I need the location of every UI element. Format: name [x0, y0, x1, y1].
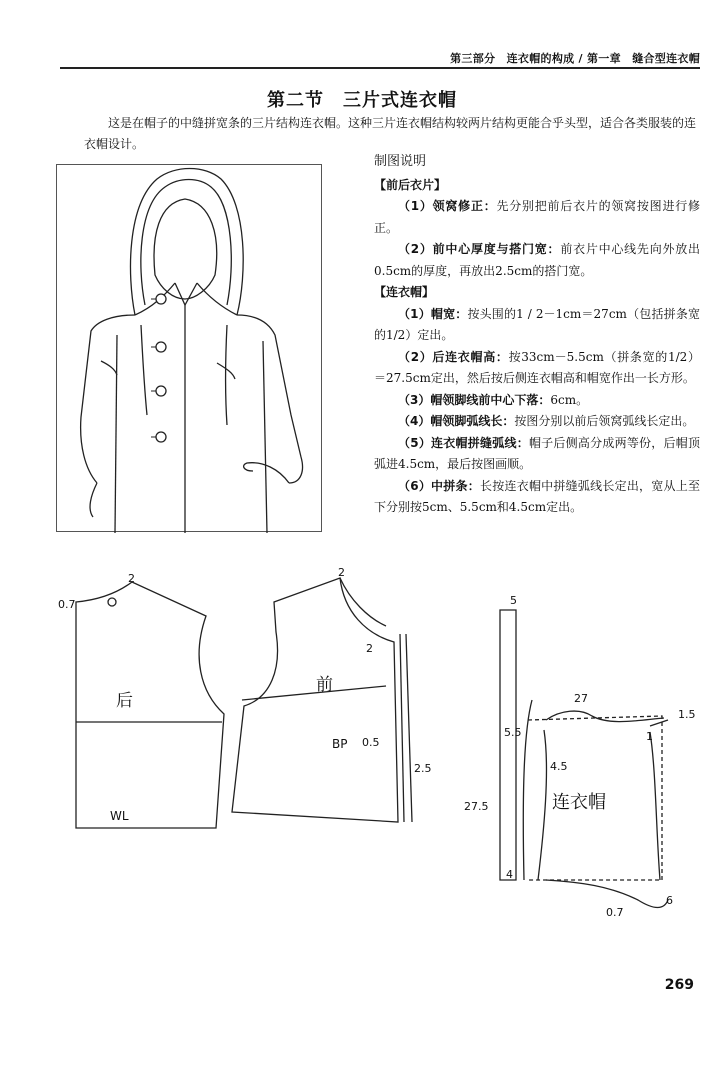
- dim-label: 2: [338, 566, 345, 579]
- dim-label: 5.5: [504, 726, 522, 739]
- dim-label: 1.5: [678, 708, 696, 721]
- dim-label: 0.7: [606, 906, 624, 919]
- dim-label: 2: [366, 642, 373, 655]
- pattern-drafts: [40, 560, 710, 940]
- left-sleeve: [81, 315, 135, 483]
- front-extension-2: [406, 634, 412, 822]
- drafting-notes: [374, 151, 700, 519]
- page-number: 269: [664, 977, 694, 993]
- note-item: （6）中拼条：长按连衣帽中拼缝弧线长定出，宽从上至下分别按5cm、5.5cm和4.5cm定出。: [374, 478, 700, 514]
- hood-outline: [130, 169, 243, 316]
- back-label: 后: [116, 691, 133, 711]
- pattern-draft-drawing: [40, 560, 710, 940]
- dim-label: 2: [128, 572, 135, 585]
- section-title: 第二节 三片式连衣帽: [267, 90, 457, 111]
- back-neck-mark: [108, 598, 116, 606]
- note-item: （5）连衣帽拼缝弧线：帽子后侧高分成两等份，后帽顶弧进4.5cm，最后按图画顺。: [374, 435, 700, 471]
- note-item: （4）帽领脚弧线长：按图分别以前后领窝弧线长定出。: [398, 414, 695, 428]
- dim-label: 27: [574, 692, 588, 705]
- back-bodice: [76, 582, 224, 828]
- note-item: （2）前中心厚度与搭门宽：前衣片中心线先向外放出0.5cm的厚度，再放出2.5cm的搭门宽。: [374, 242, 700, 278]
- hood-center-strip: [500, 610, 516, 880]
- front-bodice: [232, 578, 398, 822]
- right-sleeve: [237, 315, 303, 483]
- dim-label: 2.5: [414, 762, 432, 775]
- hooded-coat-drawing: [57, 165, 323, 533]
- button-1: [156, 294, 166, 304]
- button-3: [156, 386, 166, 396]
- section-label-hood: 【连衣帽】: [374, 285, 435, 299]
- note-item: （1）帽宽：按头围的1 / 2－1cm＝27cm（包括拼条宽的1/2）定出。: [374, 306, 700, 342]
- notes-heading: 制图说明: [374, 154, 427, 169]
- front-label: 前: [316, 675, 333, 695]
- button-4: [156, 432, 166, 442]
- dim-label: 6: [666, 894, 673, 907]
- note-item: （3）帽领脚线前中心下落：6cm。: [398, 392, 589, 407]
- note-item: （1）领窝修正：先分别把前后衣片的领窝按图进行修正。: [374, 199, 700, 235]
- bp-label: BP: [332, 737, 348, 751]
- intro-paragraph: 这是在帽子的中缝拼宽条的三片结构连衣帽。这种三片连衣帽结构较两片结构更能合乎头型，适合各类服装的连衣帽设计。: [84, 116, 697, 151]
- dim-label: 1: [646, 730, 653, 743]
- dim-label: 5: [510, 594, 517, 607]
- hood-label: 连衣帽: [552, 792, 606, 813]
- dim-label: 27.5: [464, 800, 489, 813]
- hood-back-edge: [650, 732, 660, 880]
- front-extension-1: [400, 634, 404, 822]
- hood-center-seam: [523, 700, 532, 880]
- hood-neck-curve: [546, 880, 668, 908]
- running-header: 第三部分 连衣帽的构成 / 第一章 缝合型连衣帽: [450, 52, 700, 65]
- section-label-bodice: 【前后衣片】: [374, 177, 447, 192]
- dim-label: 4: [506, 868, 513, 881]
- coat-illustration: [56, 164, 322, 532]
- dim-label: 0.7: [58, 598, 76, 611]
- note-item: （2）后连衣帽高：按33cm－5.5cm（拼条宽的1/2）＝27.5cm定出，然后按后侧连衣帽高和帽宽作出一长方形。: [374, 349, 700, 385]
- header-rule: [60, 67, 700, 69]
- wl-label: WL: [110, 809, 129, 823]
- dim-label: 4.5: [550, 760, 568, 773]
- button-2: [156, 342, 166, 352]
- face-opening: [154, 199, 217, 299]
- dim-label: 0.5: [362, 736, 380, 749]
